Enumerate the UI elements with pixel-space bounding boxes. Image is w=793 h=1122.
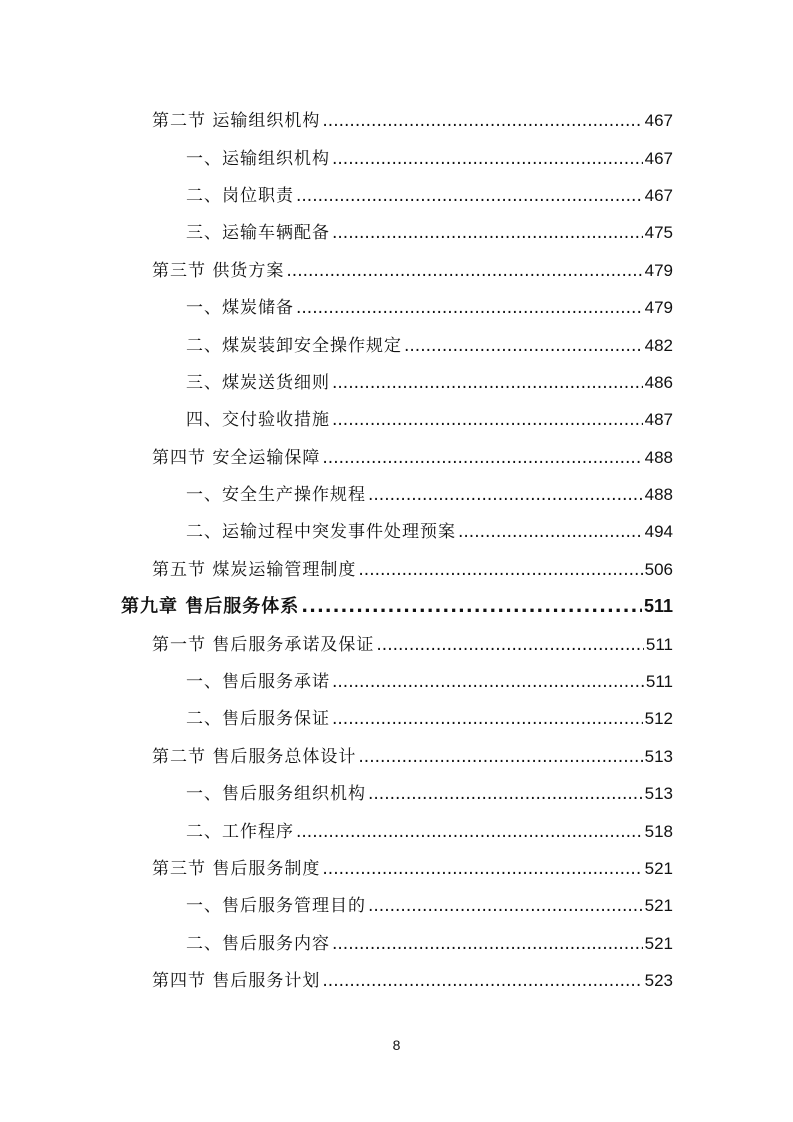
toc-entry-page: 513 <box>644 784 673 804</box>
toc-entry[interactable] <box>0 623 793 660</box>
toc-entry-title: 一、煤炭储备 <box>186 298 294 319</box>
dot-leader <box>332 149 643 169</box>
toc-entry-page: 467 <box>644 148 673 168</box>
dot-leader <box>296 186 643 206</box>
toc-entry-title: 第四节 安全运输保障 <box>152 447 321 468</box>
toc-entry-title: 一、售后服务管理目的 <box>186 896 366 917</box>
toc-entry-title: 二、煤炭装卸安全操作规定 <box>186 335 402 356</box>
toc-entry[interactable] <box>0 960 793 997</box>
toc-entry[interactable] <box>0 511 793 548</box>
toc-entry[interactable] <box>0 100 793 137</box>
toc-entry-title: 第九章 售后服务体系 <box>121 595 300 617</box>
toc-entry[interactable] <box>0 848 793 885</box>
dot-leader <box>332 410 643 430</box>
toc-entry-title: 一、售后服务承诺 <box>186 672 330 693</box>
table-of-contents <box>0 100 793 997</box>
toc-entry[interactable] <box>0 810 793 847</box>
toc-entry[interactable] <box>0 212 793 249</box>
toc-entry-title: 第一节 售后服务承诺及保证 <box>152 634 375 655</box>
toc-entry[interactable] <box>0 736 793 773</box>
toc-entry-title: 二、岗位职责 <box>186 185 294 206</box>
dot-leader <box>322 448 642 468</box>
dot-leader <box>368 896 643 916</box>
page-number: 8 <box>392 1037 401 1053</box>
toc-entry-title: 一、售后服务组织机构 <box>186 784 366 805</box>
dot-leader <box>368 784 643 804</box>
dot-leader <box>296 298 643 318</box>
toc-entry-page: 487 <box>644 410 673 430</box>
dot-leader <box>322 971 642 991</box>
dot-leader <box>332 709 643 729</box>
dot-leader <box>368 485 643 505</box>
toc-entry-title: 三、运输车辆配备 <box>186 223 330 244</box>
dot-leader <box>358 747 642 767</box>
dot-leader <box>301 596 642 617</box>
toc-entry[interactable] <box>0 250 793 287</box>
dot-leader <box>322 859 642 879</box>
toc-entry-page: 523 <box>644 971 673 991</box>
toc-entry-title: 第五节 煤炭运输管理制度 <box>152 559 357 580</box>
toc-entry-page: 511 <box>643 595 673 616</box>
toc-entry-page: 479 <box>644 260 673 280</box>
toc-entry-title: 第三节 供货方案 <box>152 260 285 281</box>
toc-entry-title: 第四节 售后服务计划 <box>152 971 321 992</box>
toc-entry[interactable] <box>0 923 793 960</box>
toc-entry[interactable] <box>0 362 793 399</box>
toc-entry-title: 第三节 售后服务制度 <box>152 859 321 879</box>
dot-leader <box>358 560 642 580</box>
toc-entry[interactable] <box>0 287 793 324</box>
toc-entry-page: 475 <box>644 223 673 243</box>
toc-entry-title: 第二节 运输组织机构 <box>152 111 321 132</box>
dot-leader <box>286 261 642 281</box>
toc-entry-page: 486 <box>644 372 673 392</box>
toc-entry-title: 第二节 售后服务总体设计 <box>152 746 357 767</box>
toc-entry-page: 467 <box>644 185 673 205</box>
toc-entry-page: 479 <box>644 298 673 318</box>
toc-entry-page: 513 <box>644 746 673 766</box>
toc-entry-page: 467 <box>644 111 673 131</box>
toc-entry-title: 三、煤炭送货细则 <box>186 372 330 393</box>
toc-entry-page: 521 <box>644 896 673 916</box>
toc-entry[interactable] <box>0 885 793 922</box>
toc-entry[interactable] <box>0 137 793 174</box>
dot-leader <box>404 336 643 356</box>
toc-entry-page: 511 <box>645 672 673 692</box>
toc-entry-page: 488 <box>644 447 673 467</box>
toc-entry-title: 二、工作程序 <box>186 821 294 842</box>
toc-entry-title: 一、运输组织机构 <box>186 148 330 169</box>
toc-entry-page: 521 <box>644 859 673 878</box>
toc-entry[interactable] <box>0 661 793 698</box>
dot-leader <box>296 822 643 842</box>
dot-leader <box>332 223 643 243</box>
dot-leader <box>322 111 642 131</box>
toc-entry[interactable] <box>0 324 793 361</box>
toc-chapter-entry[interactable] <box>0 586 793 623</box>
toc-entry-title: 二、售后服务保证 <box>186 709 330 730</box>
toc-entry[interactable] <box>0 698 793 735</box>
toc-entry-page: 521 <box>644 933 673 953</box>
dot-leader <box>332 373 643 393</box>
toc-entry-page: 482 <box>644 335 673 355</box>
toc-entry-title: 四、交付验收措施 <box>186 410 330 431</box>
dot-leader <box>332 672 644 692</box>
dot-leader <box>458 522 643 542</box>
toc-entry-title: 二、售后服务内容 <box>186 933 330 954</box>
toc-entry-title: 二、运输过程中突发事件处理预案 <box>186 522 456 543</box>
toc-entry-page: 488 <box>644 485 673 505</box>
toc-entry-page: 518 <box>644 821 673 841</box>
toc-entry[interactable] <box>0 175 793 212</box>
toc-entry[interactable] <box>0 399 793 436</box>
toc-entry-page: 494 <box>644 522 673 542</box>
toc-entry[interactable] <box>0 437 793 474</box>
toc-entry[interactable] <box>0 549 793 586</box>
toc-entry[interactable] <box>0 474 793 511</box>
toc-entry-page: 511 <box>645 634 673 654</box>
toc-entry-page: 512 <box>644 709 673 729</box>
toc-entry-title: 一、安全生产操作规程 <box>186 485 366 506</box>
dot-leader <box>376 635 643 655</box>
dot-leader <box>332 934 643 954</box>
toc-entry[interactable] <box>0 773 793 810</box>
toc-entry-page: 506 <box>644 559 673 579</box>
